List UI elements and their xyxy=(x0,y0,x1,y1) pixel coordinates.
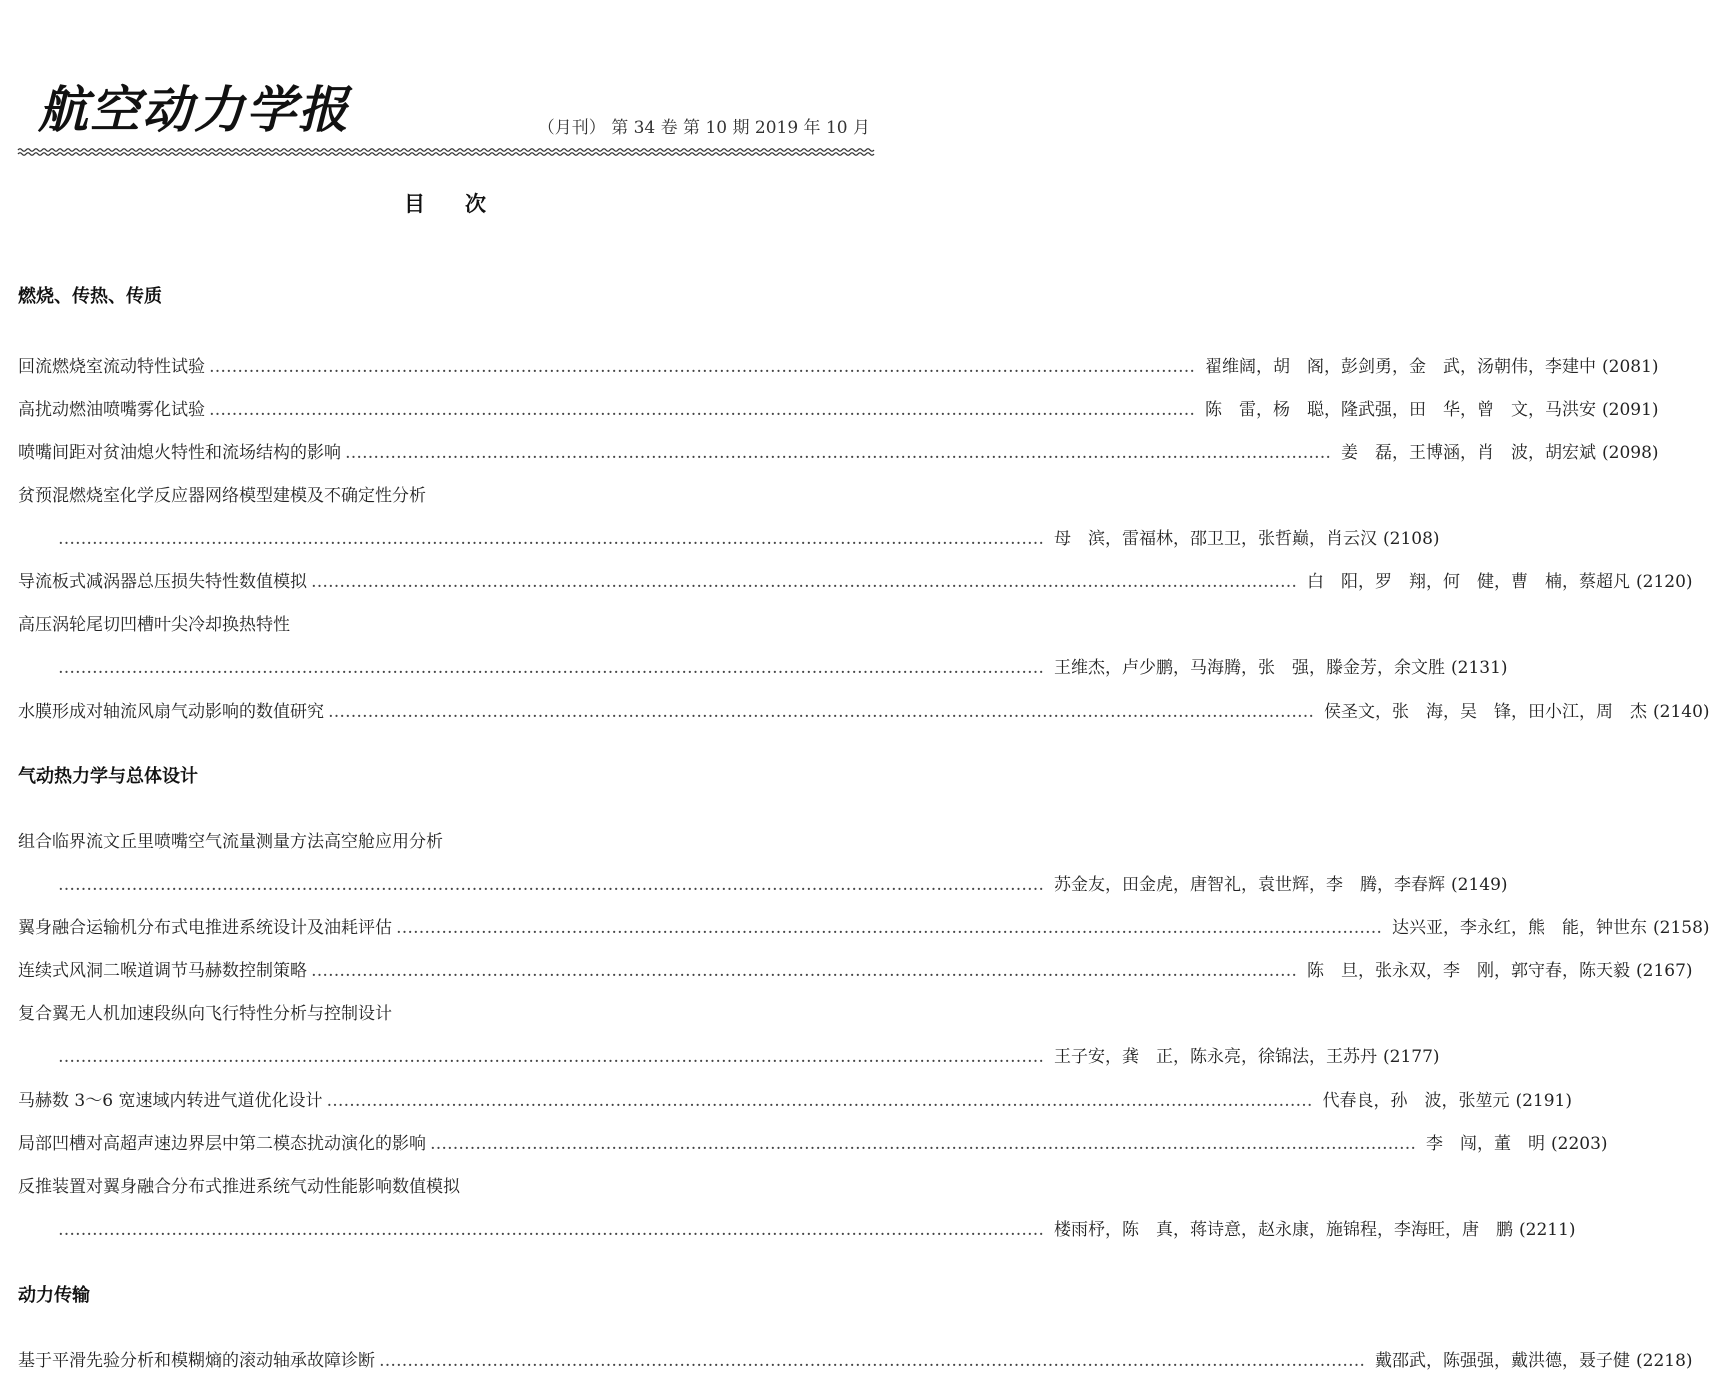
dot-leader: ………………………………………………………………………………………………………………………………………………………… xyxy=(58,1220,1044,1240)
toc-entry-title-line[interactable] xyxy=(18,1172,870,1198)
entry-page: (2131) xyxy=(1451,658,1508,678)
entry-page: (2211) xyxy=(1519,1220,1576,1240)
entry-title: 喷嘴间距对贫油熄火特性和流场结构的影响 xyxy=(18,443,341,463)
entry-authors: 母 滨，雷福林，邵卫卫，张哲巅，肖云汉 xyxy=(1054,529,1377,549)
entry-authors: 姜 磊，王博涵，肖 波，胡宏斌 xyxy=(1341,443,1596,463)
dot-leader: ………………………………………………………………………………………………………………………………………………………… xyxy=(58,529,1044,549)
toc-entry[interactable] xyxy=(18,395,1659,421)
entry-title: 局部凹槽对高超声速边界层中第二模态扰动演化的影响 xyxy=(18,1134,426,1154)
dot-leader: ………………………………………………………………………………………………………………………………………………………… xyxy=(311,572,1297,592)
entry-title: 贫预混燃烧室化学反应器网络模型建模及不确定性分析 xyxy=(18,486,426,506)
entry-authors: 王维杰，卢少鹏，马海腾，张 强，滕金芳，余文胜 xyxy=(1054,658,1445,678)
dot-leader: ………………………………………………………………………………………………………………………………………………………… xyxy=(326,1091,1313,1111)
dot-leader: ………………………………………………………………………………………………………………………………………………………… xyxy=(58,658,1044,678)
toc-entry[interactable] xyxy=(18,913,1710,939)
toc-entry-authors-line[interactable] xyxy=(58,1215,1576,1241)
entry-page: (2149) xyxy=(1451,875,1508,895)
dot-leader: ………………………………………………………………………………………………………………………………………………………… xyxy=(345,443,1331,463)
entry-page: (2120) xyxy=(1636,572,1693,592)
dot-leader: ………………………………………………………………………………………………………………………………………………………… xyxy=(430,1134,1416,1154)
dot-leader: ………………………………………………………………………………………………………………………………………………………… xyxy=(58,875,1044,895)
dot-leader: ………………………………………………………………………………………………………………………………………………………… xyxy=(209,357,1195,377)
entry-authors: 王子安，龚 正，陈永亮，徐锦法，王苏丹 xyxy=(1054,1047,1377,1067)
entry-page: (2177) xyxy=(1383,1047,1440,1067)
dot-leader: ………………………………………………………………………………………………………………………………………………………… xyxy=(209,400,1195,420)
entry-title: 高扰动燃油喷嘴雾化试验 xyxy=(18,400,205,420)
entry-page: (2191) xyxy=(1515,1091,1572,1111)
toc-entry-authors-line[interactable] xyxy=(58,653,1508,679)
entry-authors: 陈 旦，张永双，李 刚，郭守春，陈天毅 xyxy=(1307,961,1630,981)
entry-title: 基于平滑先验分析和模糊熵的滚动轴承故障诊断 xyxy=(18,1351,375,1371)
toc-entry[interactable] xyxy=(18,697,1710,723)
issue-info: （月刊） 第 34 卷 第 10 期 2019 年 10 月 xyxy=(537,118,870,138)
entry-authors: 达兴亚，李永红，熊 能，钟世东 xyxy=(1392,918,1647,938)
toc-entry-title-line[interactable] xyxy=(18,999,870,1025)
dot-leader: ………………………………………………………………………………………………………………………………………………………… xyxy=(328,702,1314,722)
toc-entry-authors-line[interactable] xyxy=(58,524,1440,550)
toc-entry[interactable] xyxy=(18,1129,1608,1155)
entry-authors: 陈 雷，杨 聪，隆武强，田 华，曾 文，马洪安 xyxy=(1205,400,1596,420)
toc-entry[interactable] xyxy=(18,1346,1693,1372)
entry-title: 水膜形成对轴流风扇气动影响的数值研究 xyxy=(18,702,324,722)
entry-authors: 侯圣文，张 海，吴 锋，田小江，周 杰 xyxy=(1324,702,1647,722)
entry-authors: 楼雨杼，陈 真，蒋诗意，赵永康，施锦程，李海旺，唐 鹏 xyxy=(1054,1220,1513,1240)
dot-leader: ………………………………………………………………………………………………………………………………………………………… xyxy=(379,1351,1365,1371)
toc-entry[interactable] xyxy=(18,1086,1572,1112)
entry-authors: 代春良，孙 波，张堃元 xyxy=(1322,1091,1510,1111)
section-title: 燃烧、传热、传质 xyxy=(18,286,162,307)
entry-title: 导流板式减涡器总压损失特性数值模拟 xyxy=(18,572,307,592)
entry-authors: 翟维阔，胡 阁，彭剑勇，金 武，汤朝伟，李建中 xyxy=(1205,357,1596,377)
wavy-divider xyxy=(18,146,870,158)
entry-page: (2140) xyxy=(1653,702,1710,722)
entry-title: 复合翼无人机加速段纵向飞行特性分析与控制设计 xyxy=(18,1004,392,1024)
entry-title: 翼身融合运输机分布式电推进系统设计及油耗评估 xyxy=(18,918,392,938)
entry-title: 回流燃烧室流动特性试验 xyxy=(18,357,205,377)
entry-authors: 白 阳，罗 翔，何 健，曹 楠，蔡超凡 xyxy=(1307,572,1630,592)
entry-page: (2158) xyxy=(1653,918,1710,938)
entry-page: (2203) xyxy=(1551,1134,1608,1154)
entry-page: (2167) xyxy=(1636,961,1693,981)
entry-page: (2091) xyxy=(1602,400,1659,420)
toc-entry-title-line[interactable] xyxy=(18,610,870,636)
dot-leader: ………………………………………………………………………………………………………………………………………………………… xyxy=(58,1047,1044,1067)
toc-entry-authors-line[interactable] xyxy=(58,1042,1440,1068)
entry-authors: 李 闯，董 明 xyxy=(1426,1134,1545,1154)
entry-page: (2081) xyxy=(1602,357,1659,377)
toc-entry[interactable] xyxy=(18,956,1693,982)
toc-entry[interactable] xyxy=(18,352,1659,378)
entry-title: 高压涡轮尾切凹槽叶尖冷却换热特性 xyxy=(18,615,290,635)
toc-entry[interactable] xyxy=(18,567,1693,593)
entry-page: (2218) xyxy=(1636,1351,1693,1371)
masthead-title: 航空动力学报 xyxy=(38,80,350,139)
entry-authors: 苏金友，田金虎，唐智礼，袁世辉，李 腾，李春辉 xyxy=(1054,875,1445,895)
dot-leader: ………………………………………………………………………………………………………………………………………………………… xyxy=(396,918,1382,938)
entry-page: (2098) xyxy=(1602,443,1659,463)
toc-entry[interactable] xyxy=(18,438,1659,464)
toc-heading: 目次 xyxy=(404,192,526,216)
section-title: 动力传输 xyxy=(18,1285,90,1306)
toc-entry-title-line[interactable] xyxy=(18,481,870,507)
entry-title: 反推装置对翼身融合分布式推进系统气动性能影响数值模拟 xyxy=(18,1177,460,1197)
dot-leader: ………………………………………………………………………………………………………………………………………………………… xyxy=(311,961,1297,981)
entry-title: 马赫数 3～6 宽速域内转进气道优化设计 xyxy=(18,1091,323,1111)
section-title: 气动热力学与总体设计 xyxy=(18,766,198,787)
toc-entry-authors-line[interactable] xyxy=(58,870,1508,896)
entry-page: (2108) xyxy=(1383,529,1440,549)
entry-authors: 戴邵武，陈强强，戴洪德，聂子健 xyxy=(1375,1351,1630,1371)
toc-entry-title-line[interactable] xyxy=(18,827,870,853)
entry-title: 组合临界流文丘里喷嘴空气流量测量方法高空舱应用分析 xyxy=(18,832,443,852)
entry-title: 连续式风洞二喉道调节马赫数控制策略 xyxy=(18,961,307,981)
